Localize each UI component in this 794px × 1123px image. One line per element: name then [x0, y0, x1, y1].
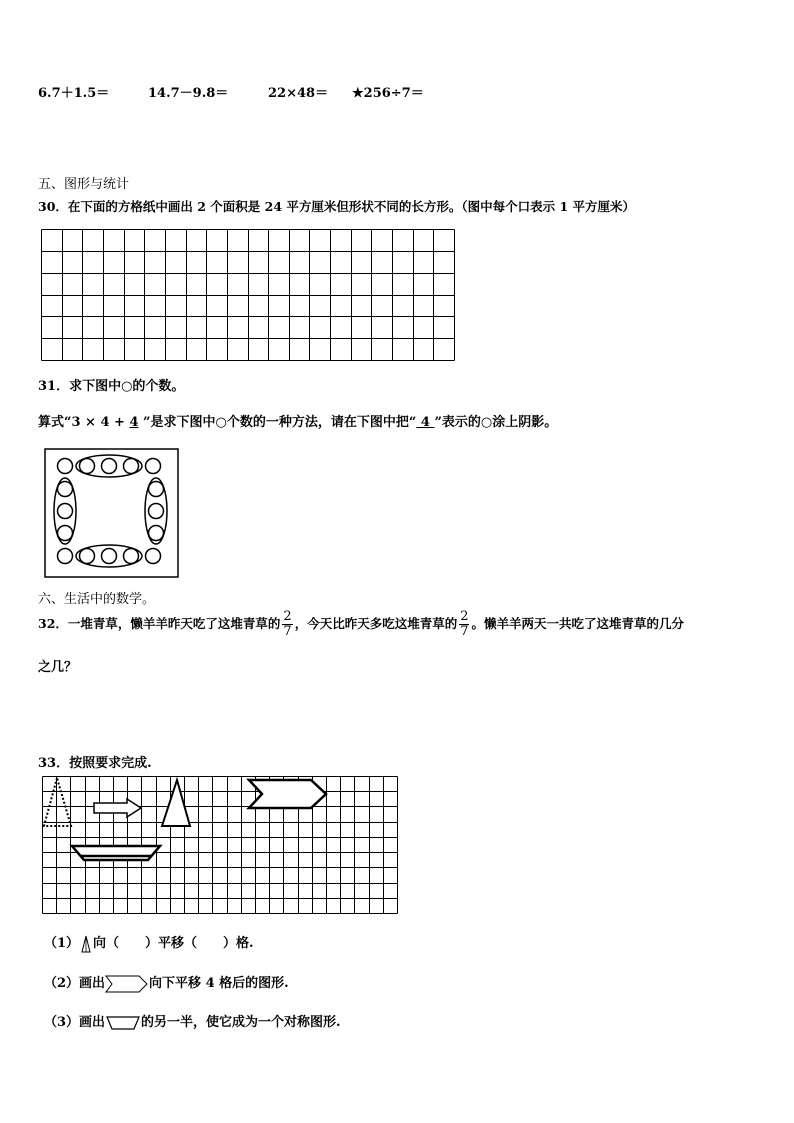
circle — [149, 526, 164, 541]
pentagon-arrow-shape — [249, 780, 326, 808]
question-31-title: 31．求下图中○的个数。 — [38, 379, 185, 394]
grid-paper-30[interactable] — [41, 229, 455, 361]
question-33-sub3: （3）画出 的另一半，使它成为一个对称图形. — [44, 1015, 341, 1030]
triangle-shape — [162, 780, 190, 826]
question-30-text: 30．在下面的方格纸中画出 2 个面积是 24 平方厘米但形状不同的长方形。（图中每个口表示 1 平方厘米） — [38, 199, 636, 214]
grid-paper-33[interactable] — [42, 776, 398, 914]
circle — [80, 549, 95, 564]
dotted-triangle-shape — [44, 778, 71, 826]
circle — [80, 459, 95, 474]
circle-figure-31[interactable] — [44, 448, 179, 578]
small-triangle-icon — [79, 935, 93, 953]
circle — [58, 482, 73, 497]
circle — [58, 526, 73, 541]
question-31-instruction: 算式“3 × 4 + 4 ”是求下图中○个数的一种方法，请在下图中把“ 4 ”表示的○涂上阴影。 — [38, 415, 558, 430]
question-33-sub1: （1） 向（ ）平移（ ）格. — [44, 936, 254, 951]
fraction-2-7-b: $\frac{2}{7}$ — [460, 609, 469, 639]
circle — [149, 504, 164, 519]
circle — [58, 504, 73, 519]
question-33-title: 33．按照要求完成. — [38, 756, 152, 771]
question-32-text-cont: 之几？ — [38, 660, 78, 675]
section-title-5: 五、图形与统计 — [38, 177, 130, 192]
circle — [149, 482, 164, 497]
circle — [146, 549, 161, 564]
calc-item-1: 6.7＋1.5＝ — [38, 86, 110, 101]
circle — [58, 459, 73, 474]
calc-item-4: ★256÷7＝ — [352, 86, 424, 101]
half-trapezoid-shape — [72, 846, 160, 860]
pentagon-arrow-icon — [105, 975, 149, 993]
fraction-2-7-a: $\frac{2}{7}$ — [283, 609, 292, 639]
calc-item-2: 14.7－9.8＝ — [148, 86, 229, 101]
circle — [124, 549, 139, 564]
question-32-text: 32．一堆青草，懒羊羊昨天吃了这堆青草的 $\frac{2}{7}$ ，今天比昨天多吃这堆青草的 $\frac{2}{7}$ 。懒羊羊两天一共吃了这堆青草的几分 — [38, 609, 684, 639]
circle — [102, 549, 117, 564]
circle — [58, 549, 73, 564]
question-33-sub2: （2）画出 向下平移 4 格后的图形. — [44, 976, 289, 991]
section-title-6: 六、生活中的数学。 — [38, 592, 156, 607]
calc-item-3: 22×48＝ — [268, 86, 329, 101]
circle — [146, 459, 161, 474]
arrow-shape — [94, 799, 141, 817]
circle — [102, 459, 117, 474]
half-trapezoid-icon — [105, 1014, 141, 1032]
circle — [124, 459, 139, 474]
